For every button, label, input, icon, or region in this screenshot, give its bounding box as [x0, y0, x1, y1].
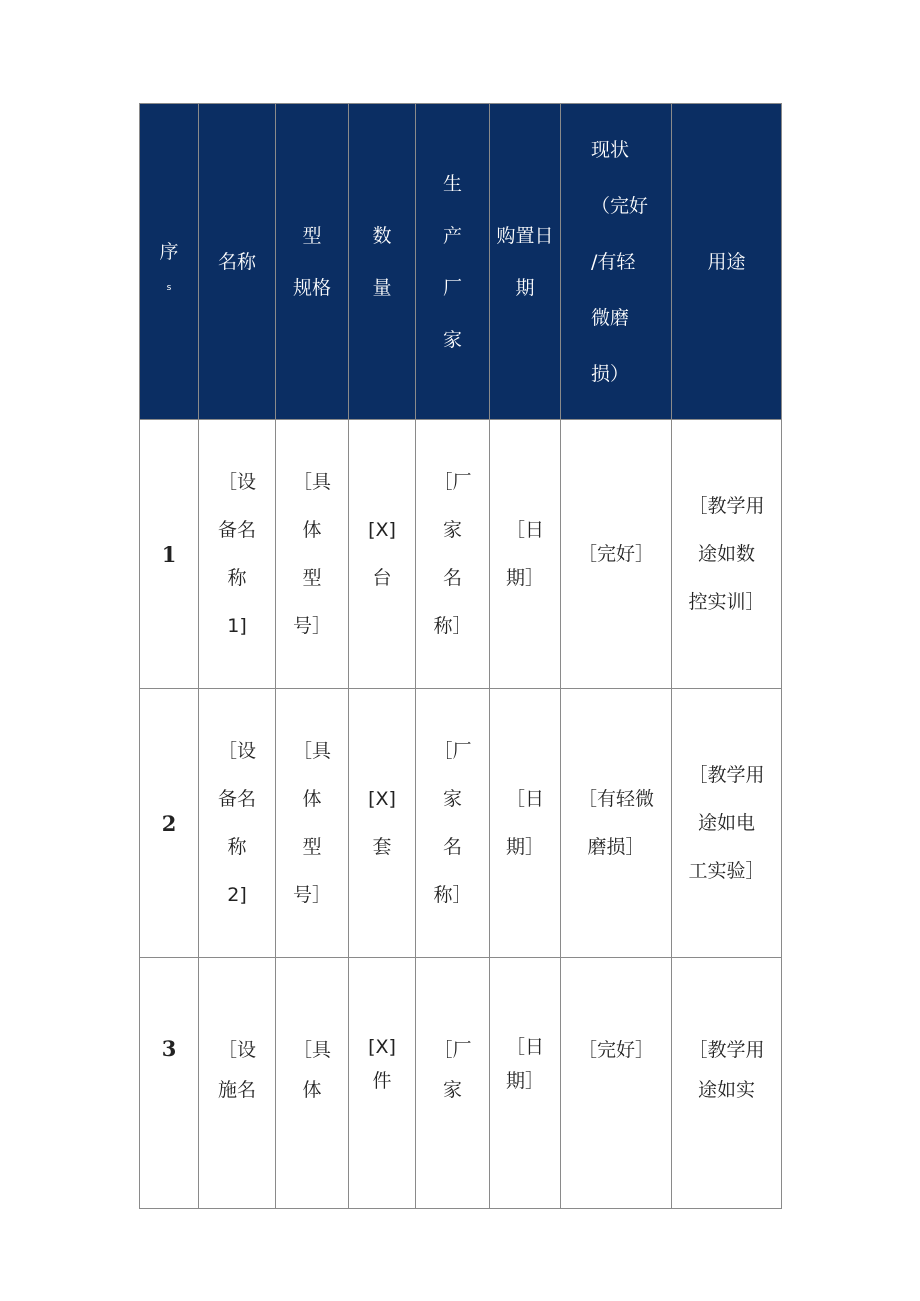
cell-line: ［设: [217, 471, 256, 493]
cell-line: ［具: [292, 471, 331, 493]
cell-line: ［教学用: [688, 764, 765, 786]
cell-maker: [416, 958, 490, 1209]
header-seq: [140, 104, 199, 420]
header-qty: [349, 104, 416, 420]
cell-line: [X]: [368, 1036, 396, 1058]
cell-qty: [349, 958, 416, 1209]
cell-status: [561, 958, 672, 1209]
table-row: [140, 958, 782, 1209]
cell-line: 型: [302, 836, 322, 858]
row-number: 1: [140, 420, 199, 689]
cell-line: 备名: [217, 519, 256, 541]
cell-line: 期］: [505, 836, 544, 858]
cell-line: ［有轻微: [577, 788, 654, 810]
cell-date: [490, 420, 561, 689]
header-status-line2: （完好: [591, 194, 649, 217]
header-seq-label: 序: [159, 240, 179, 263]
cell-maker: [416, 689, 490, 958]
cell-date: [490, 958, 561, 1209]
cell-line: 号］: [292, 615, 331, 637]
cell-line: ［厂: [433, 471, 472, 493]
cell-line: 期］: [505, 567, 544, 589]
header-row: [140, 104, 782, 420]
cell-usage: [672, 420, 782, 689]
cell-line: ［日: [505, 519, 544, 541]
header-seq-mark: s: [166, 282, 172, 293]
cell-line: 称］: [433, 615, 472, 637]
cell-line: 称: [227, 567, 247, 589]
cell-line: 号］: [292, 884, 331, 906]
cell-date: [490, 689, 561, 958]
cell-line: 名: [442, 836, 462, 858]
cell-qty: [349, 420, 416, 689]
cell-line: 工实验］: [688, 860, 765, 882]
cell-line: ［厂: [433, 1039, 472, 1061]
header-status-line4: 微磨: [591, 306, 630, 329]
header-status-line5: 损）: [591, 362, 630, 385]
cell-line: 型: [302, 567, 322, 589]
cell-line: 称: [227, 836, 247, 858]
cell-line: 家: [442, 519, 462, 541]
cell-name: [199, 958, 276, 1209]
table-row: [140, 689, 782, 958]
cell-line: 家: [442, 788, 462, 810]
header-qty-line2: 量: [372, 276, 392, 299]
cell-line: 台: [372, 567, 392, 589]
cell-name: [199, 689, 276, 958]
cell-line: 途如电: [697, 812, 755, 834]
cell-line: ［日: [505, 788, 544, 810]
header-maker-line4: 家: [442, 328, 462, 351]
header-model-line2: 规格: [292, 276, 331, 299]
row-number: 2: [140, 689, 199, 958]
cell-line: ［具: [292, 1039, 331, 1061]
cell-line: 套: [372, 836, 392, 858]
cell-name: [199, 420, 276, 689]
header-purchase-date: [490, 104, 561, 420]
cell-model: [276, 420, 349, 689]
cell-line: 1]: [227, 615, 247, 637]
header-name-label: 名称: [217, 250, 256, 273]
cell-line: 件: [372, 1070, 392, 1092]
header-date-line1: 购置日: [496, 224, 554, 247]
cell-line: 控实训］: [688, 591, 765, 613]
header-name: [199, 104, 276, 420]
header-model-line1: 型: [302, 224, 322, 247]
cell-line: 体: [302, 788, 322, 810]
cell-line: 期］: [505, 1070, 544, 1092]
equipment-table: [139, 103, 782, 1209]
table-row: [140, 420, 782, 689]
cell-line: 名: [442, 567, 462, 589]
header-status-line1: 现状: [591, 138, 630, 161]
cell-line: 备名: [217, 788, 256, 810]
cell-usage: [672, 689, 782, 958]
cell-line: 体: [302, 1079, 322, 1101]
header-usage-label: 用途: [707, 250, 746, 273]
cell-usage: [672, 958, 782, 1209]
cell-line: 施名: [217, 1079, 256, 1101]
cell-line: [X]: [368, 788, 396, 810]
cell-line: 2]: [227, 884, 247, 906]
cell-maker: [416, 420, 490, 689]
cell-line: [X]: [368, 519, 396, 541]
cell-line: 磨损］: [587, 836, 645, 858]
header-date-line2: 期: [515, 276, 535, 299]
cell-model: [276, 689, 349, 958]
header-maker-line3: 厂: [442, 276, 462, 299]
cell-status: [561, 420, 672, 689]
cell-line: ［设: [217, 740, 256, 762]
header-maker: [416, 104, 490, 420]
header-maker-line2: 产: [442, 224, 462, 247]
cell-line: ［设: [217, 1039, 256, 1061]
row-number: 3: [140, 958, 199, 1209]
cell-line: 途如实: [697, 1079, 755, 1101]
header-model: [276, 104, 349, 420]
cell-line: 途如数: [697, 543, 755, 565]
cell-line: ［完好］: [577, 543, 654, 565]
header-status-line3: /有轻: [591, 250, 636, 273]
cell-line: ［具: [292, 740, 331, 762]
header-maker-line1: 生: [442, 172, 462, 195]
cell-model: [276, 958, 349, 1209]
cell-line: ［教学用: [688, 1039, 765, 1061]
cell-line: 体: [302, 519, 322, 541]
cell-line: 家: [442, 1079, 462, 1101]
header-qty-line1: 数: [372, 224, 392, 247]
header-usage: [672, 104, 782, 420]
header-status: [561, 104, 672, 420]
cell-line: ［完好］: [577, 1039, 654, 1061]
cell-line: ［教学用: [688, 495, 765, 517]
cell-line: ［厂: [433, 740, 472, 762]
cell-status: [561, 689, 672, 958]
cell-qty: [349, 689, 416, 958]
cell-line: ［日: [505, 1036, 544, 1058]
cell-line: 称］: [433, 884, 472, 906]
